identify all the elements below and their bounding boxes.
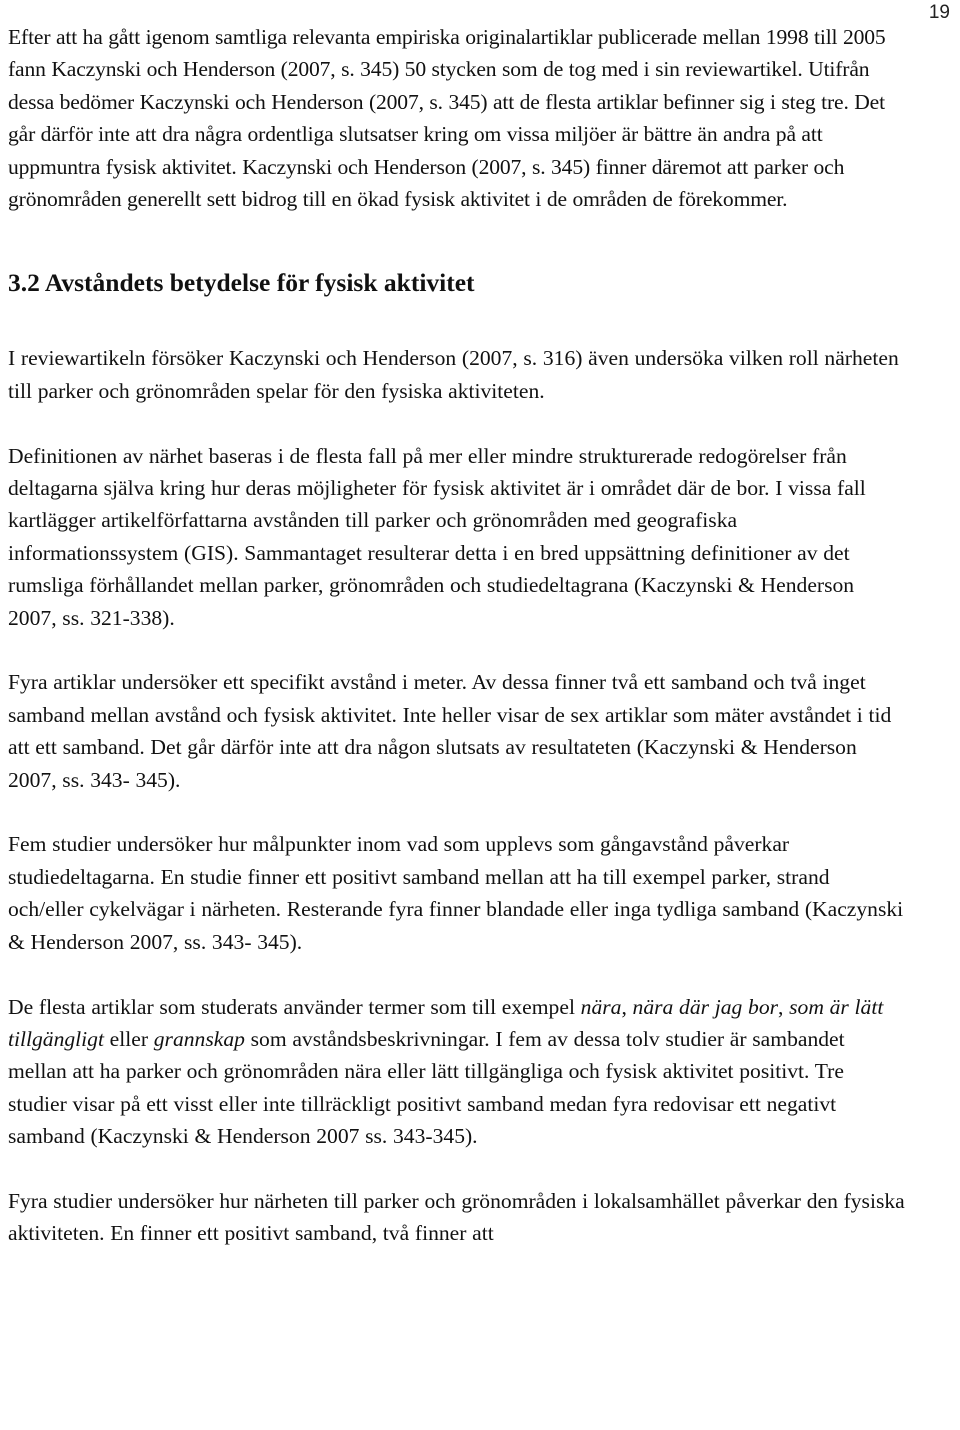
term-nara-dar-jag-bor: nära där jag bor — [632, 994, 779, 1019]
terms-text-1: De flesta artiklar som studerats använder termer som till exempel — [8, 994, 581, 1019]
terms-text-2: , — [621, 994, 633, 1019]
paragraph-terms — [8, 991, 908, 1153]
paragraph-local-community: Fyra studier undersöker hur närheten till parker och grönområden i lokalsamhället påverkar den fysiska aktiviteten. En finner ett positivt samband, två finner att — [8, 1188, 905, 1246]
paragraph-review-proximity: I reviewartikeln försöker Kaczynski och Henderson (2007, s. 316) även undersöka vilken roll närheten till parker och grönområden spelar för den fysiska aktiviteten. — [8, 346, 899, 403]
terms-text-3: , — [778, 994, 790, 1019]
paragraph-intro: Efter att ha gått igenom samtliga relevanta empiriska originalartiklar publicerade mellan 1998 till 2005 fann Kaczynski och Henderson (2007, s. 345) 50 stycken som de tog med i sin reviewartikel. Utifrån dessa bedömer Kaczynski och Henderson (2007, s. 345) att de flesta artiklar befinner sig i steg tre. Det går därför inte att dra några ordentliga slutsatser kring om vissa miljöer är bättre än andra på att uppmuntra fysisk aktivitet. Kaczynski och Henderson (2007, s. 345) finner däremot att parker och grönområden generellt sett bidrog till en ökad fysisk aktivitet i de områden de förekommer. — [8, 25, 886, 212]
term-grannskap: grannskap — [153, 1026, 245, 1051]
section-heading: 3.2 Avståndets betydelse för fysisk aktivitet — [8, 268, 475, 298]
paragraph-distance-meters: Fyra artiklar undersöker ett specifikt avstånd i meter. Av dessa finner två ett samband och två inget samband mellan avstånd och fysisk aktivitet. Inte heller visar de sex artiklar som mäter avståndet i tid att ett samband. Det går därför inte att dra någon slutsats av resultateten (Kaczynski & Henderson 2007, ss. 343- 345). — [8, 670, 892, 792]
term-nara: nära — [580, 994, 622, 1019]
paragraph-definition: Definitionen av närhet baseras i de flesta fall på mer eller mindre strukturerade redogörelser från deltagarna själva kring hur deras möjligheter för fysisk aktivitet är i området där de bor. I vissa fall kartlägger artikelförfattarna avstånden till parker och grönområden med geografiska informationssystem (GIS). Sammantaget resulterar detta i en bred uppsättning definitioner av det rumsliga förhållandet mellan parker, grönområden och studiedeltagrana (Kaczynski & Henderson 2007, ss. 321-338). — [8, 443, 866, 630]
page-number: 19 — [928, 2, 950, 23]
paragraph-walking-distance: Fem studier undersöker hur målpunkter inom vad som upplevs som gångavstånd påverkar studiedeltagarna. En studie finner ett positivt samband mellan att ha till exempel parker, strand och/eller cykelvägar i närheten. Resterande fyra finner blandade eller inga tydliga samband (Kaczynski & Henderson 2007, ss. 343- 345). — [8, 832, 904, 954]
terms-text-4: eller — [103, 1026, 154, 1051]
term-latt-tillgangligt: som är lätt tillgängligt — [8, 994, 884, 1051]
terms-text-5: som avståndsbeskrivningar. I fem av dessa tolv studier är sambandet mellan att ha parker och grönområden nära eller lätt tillgängliga och fysisk aktivitet positivt. Tre studier visar på ett visst eller inte tillräckligt positivt samband medan fyra redovisar ett negativt samband (Kaczynski & Henderson 2007 ss. 343-345). — [8, 1026, 845, 1149]
document-body — [8, 21, 908, 1250]
